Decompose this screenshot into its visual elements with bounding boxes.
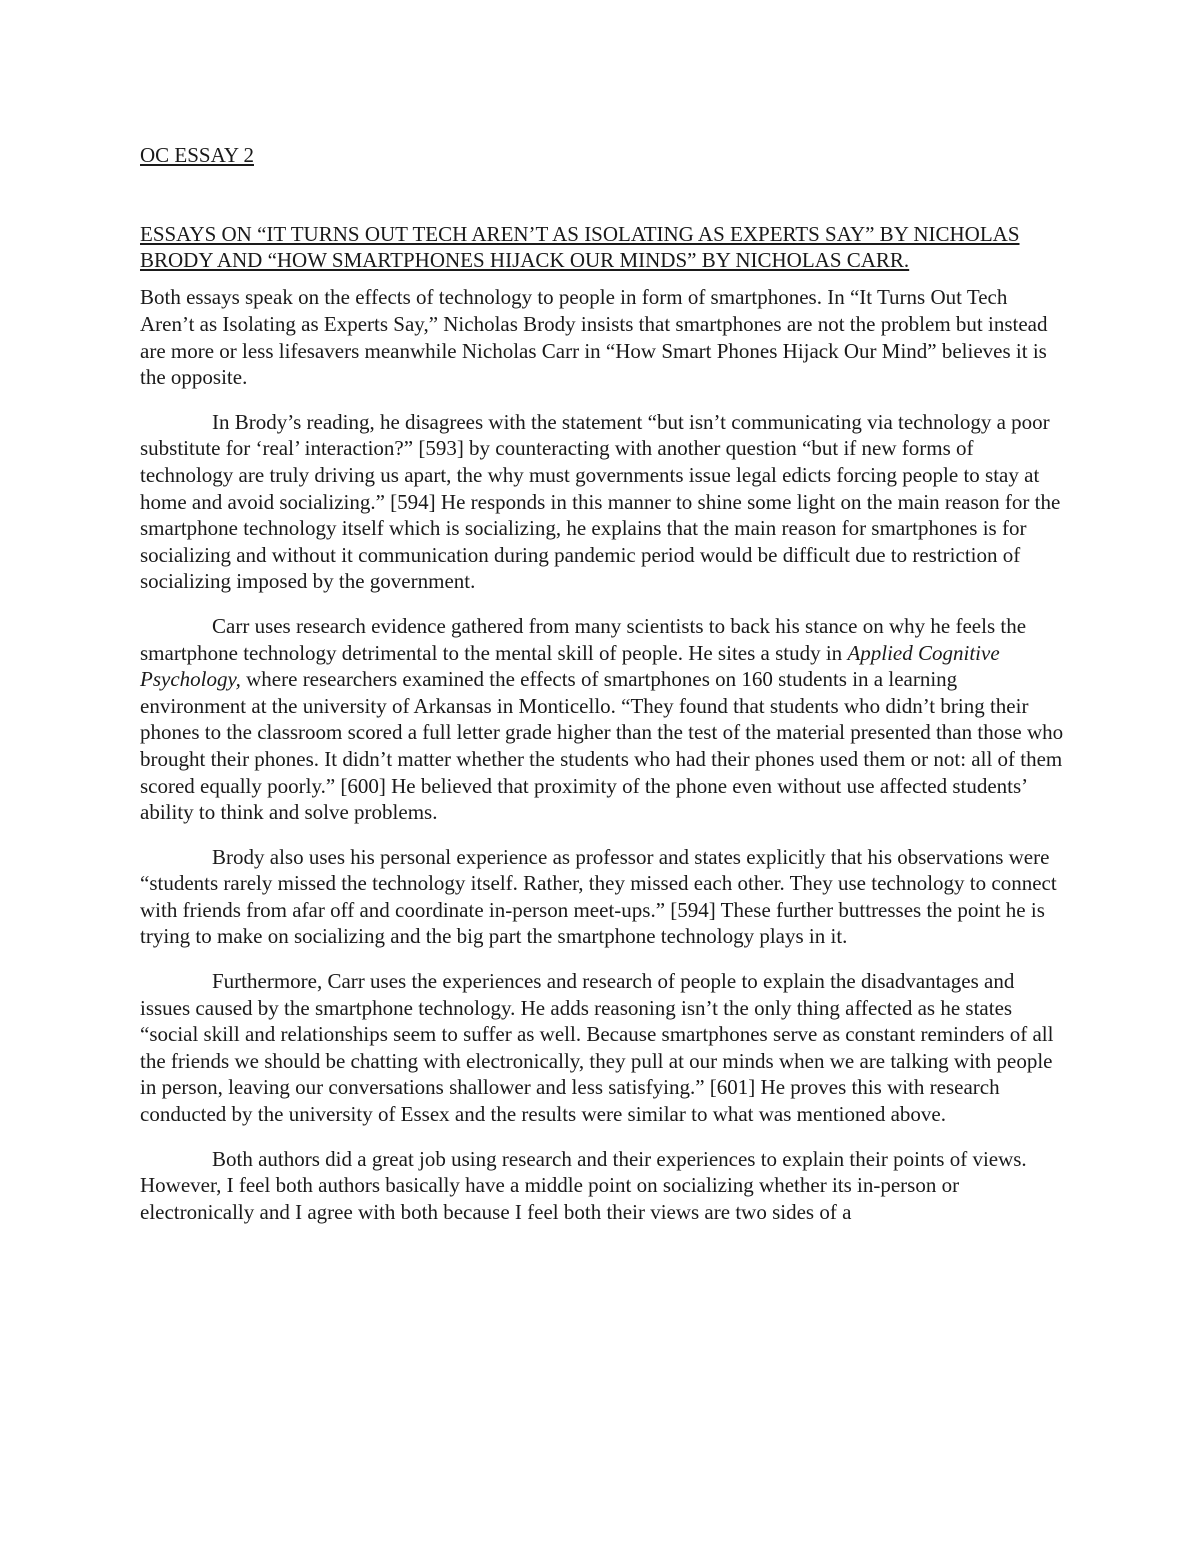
paragraph-brody-reading: In Brody’s reading, he disagrees with the statement “but isn’t communicating via technology a poor substitute for ‘real’ interaction?” [593] by counteracting with another question “but if new forms of technology are truly driving us apart, the why must governments issue legal edicts forcing people to stay at home and avoid socializing.” [594] He responds in this manner to shine some light on the main reason for the smartphone technology itself which is socializing, he explains that the main reason for smartphones is for socializing and without it communication during pandemic period would be difficult due to restriction of socializing imposed by the government.: [140, 409, 1061, 594]
paragraph-carr-experiences: Furthermore, Carr uses the experiences and research of people to explain the disadvantages and issues caused by the smartphone technology. He adds reasoning isn’t the only thing affected as he states “social skill and relationships seem to suffer as well. Because smartphones serve as constant reminders of all the friends we should be chatting with electronically, they pull at our minds when we are talking with people in person, leaving our conversations shallower and less satisfying.” [601] He proves this with research conducted by the university of Essex and the results were similar to what was mentioned above.: [140, 969, 1054, 1127]
document-body: [140, 142, 1065, 1225]
paragraph-brody-experience: Brody also uses his personal experience as professor and states explicitly that his observations were “students rarely missed the technology itself. Rather, they missed each other. They use technology to connect with friends from afar off and coordinate in-person meet-ups.” [594] These further buttresses the point he is trying to make on socializing and the big part the smartphone technology plays in it.: [140, 844, 1057, 949]
journal-title-italic: Applied Cognitive Psychology,: [140, 640, 1000, 692]
document-title: ESSAYS ON “IT TURNS OUT TECH AREN’T AS ISOLATING AS EXPERTS SAY” BY NICHOLAS BRODY AND “HOW SMARTPHONES HIJACK OUR MINDS” BY NICHOLAS CARR.: [140, 221, 1020, 272]
paragraph-conclusion: Both authors did a great job using research and their experiences to explain their points of views. However, I feel both authors basically have a middle point on socializing whether its in-person or electronically and I agree with both because I feel both their views are two sides of a: [140, 1146, 1027, 1224]
paragraph-carr-research: [140, 613, 1065, 826]
paragraph-intro: Both essays speak on the effects of technology to people in form of smartphones. In “It Turns Out Tech Aren’t as Isolating as Experts Say,” Nicholas Brody insists that smartphones are not the problem but instead are more or less lifesavers meanwhile Nicholas Carr in “How Smart Phones Hijack Our Mind” believes it is the opposite.: [140, 285, 1048, 390]
document-label: OC ESSAY 2: [140, 143, 254, 167]
paragraph-text-after-italic: where researchers examined the effects of smartphones on 160 students in a learning environment at the university of Arkansas in Monticello. “They found that students who didn’t bring their phones to the classroom scored a full letter grade higher than the test of the material presented than those who brought their phones. It didn’t matter whether the students who had their phones used them or not: all of them scored equally poorly.” [600] He believed that proximity of the phone even without use affected students’ ability to think and solve problems.: [140, 667, 1064, 825]
paragraph-text-before-italic: Carr uses research evidence gathered from many scientists to back his stance on why he feels the smartphone technology detrimental to the mental skill of people. He sites a study in: [140, 613, 1027, 665]
